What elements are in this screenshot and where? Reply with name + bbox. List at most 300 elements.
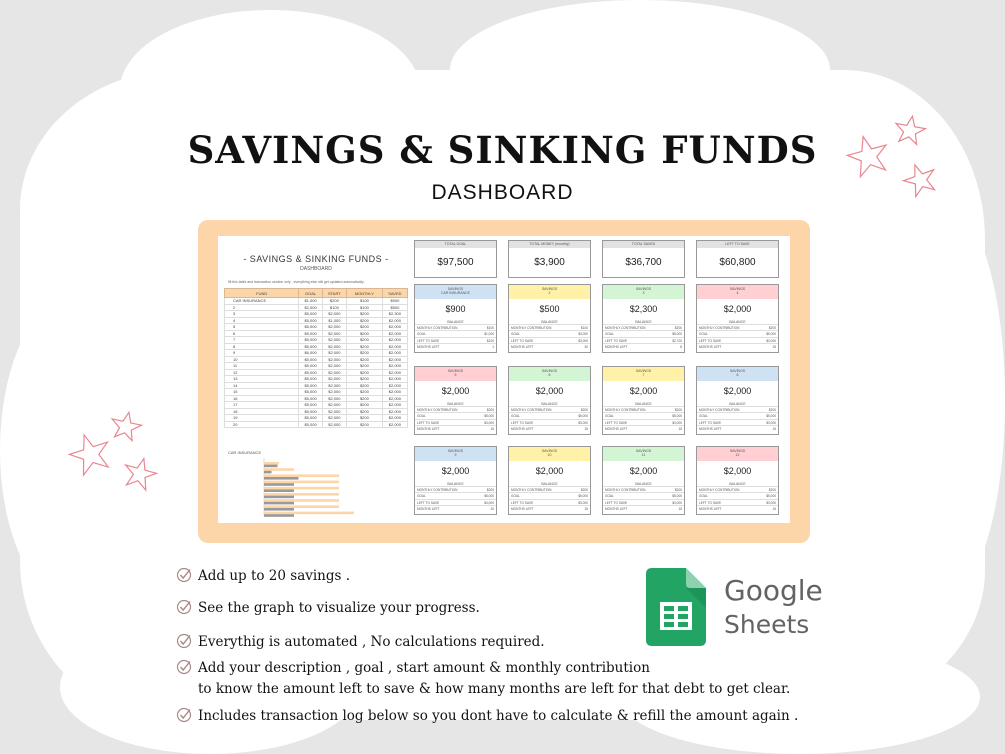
card-row [415, 505, 496, 511]
card-row-label: MONTHS LEFT [511, 344, 534, 349]
savings-card [508, 284, 591, 353]
chart-bar-saved [264, 465, 278, 468]
feature-text: Includes transaction log below so you dont have to calculate & refill the amount again . [198, 708, 799, 724]
table-cell: $200 [347, 311, 383, 318]
card-row-label: MONTHS LEFT [605, 506, 628, 511]
card-row-label: MONTHLY CONTRIBUTION [699, 326, 740, 330]
card-row-label: MONTHS LEFT [417, 344, 440, 349]
summary-box [414, 240, 497, 278]
card-balance-label: BALANCE [729, 482, 746, 486]
card-row-value: $200 [674, 408, 682, 412]
card-header [603, 447, 684, 461]
summary-label: TOTAL GOAL [415, 241, 496, 248]
card-row-label: GOAL [417, 332, 426, 337]
star-icon [121, 454, 160, 491]
card-row-value: $200 [768, 326, 776, 330]
table-cell: 12 [225, 369, 299, 376]
card-fund-name: 4 [736, 291, 739, 295]
brand-word-google: Google [724, 574, 823, 607]
card-balance-value: $2,000 [723, 386, 752, 396]
stars-decoration-left [62, 408, 172, 512]
card-row-label: MONTHLY CONTRIBUTION [511, 408, 552, 412]
table-cell: $2,000 [382, 382, 407, 389]
card-balance-label: BALANCE [635, 402, 652, 406]
card-fund-name: 2 [548, 291, 551, 295]
table-cell: $2,000 [382, 356, 407, 363]
table-cell: $200 [347, 415, 383, 422]
table-cell: $1,000 [322, 317, 346, 324]
card-header [415, 367, 496, 381]
card-row-value: $1,000 [484, 332, 494, 337]
table-cell: $2,000 [322, 330, 346, 337]
table-cell: $2,000 [322, 382, 346, 389]
table-cell: $200 [347, 408, 383, 415]
table-cell: $100 [347, 298, 383, 305]
feature-text: Everythig is automated , No calculations required. [198, 634, 545, 650]
chart-bar-saved [264, 496, 294, 499]
feature-text-line: to know the amount left to save & how many months are left for that debt to get clear. [198, 681, 791, 697]
table-cell: $200 [347, 369, 383, 376]
card-head-label: SAVINGS [447, 369, 464, 373]
card-row-value: 30 [584, 344, 588, 349]
card-row-label: MONTHLY CONTRIBUTION [605, 488, 646, 492]
check-circle-icon [176, 567, 192, 583]
summary-box [696, 240, 779, 278]
table-cell: 18 [225, 408, 299, 415]
card-header [697, 285, 778, 299]
card-row-value: $100 [486, 338, 494, 343]
table-cell: $2,000 [382, 395, 407, 402]
card-fund-name: 3 [642, 291, 645, 295]
card-row-value: 15 [584, 506, 588, 511]
card-header [415, 447, 496, 461]
table-cell: $2,000 [322, 343, 346, 350]
card-row-value: $200 [486, 488, 494, 492]
card-balance-value: $900 [445, 304, 466, 314]
table-cell: $2,000 [382, 369, 407, 376]
card-row-label: LEFT TO SAVE [511, 500, 534, 505]
table-cell: 16 [225, 395, 299, 402]
table-cell: $2,000 [322, 408, 346, 415]
card-fund-name: 11 [641, 453, 646, 457]
card-row-value: $5,000 [578, 414, 588, 419]
check-circle-icon [176, 599, 192, 615]
table-cell: $2,000 [382, 389, 407, 396]
table-header-cell: GOAL [299, 289, 322, 298]
table-cell: $2,000 [382, 402, 407, 409]
summary-value: $60,800 [719, 257, 756, 268]
card-row-value: $3,000 [484, 420, 494, 425]
summary-box [602, 240, 685, 278]
card-head-label: SAVINGS [729, 369, 746, 373]
card-row-label: GOAL [699, 494, 708, 499]
card-row-label: MONTHS LEFT [699, 426, 722, 431]
card-header [603, 367, 684, 381]
card-head-label: SAVINGS [635, 449, 652, 453]
card-row-label: LEFT TO SAVE [417, 500, 440, 505]
card-row-value: 8 [680, 344, 682, 349]
table-cell: $5,000 [299, 376, 322, 383]
card-head-label: SAVINGS [635, 287, 652, 291]
card-row-label: LEFT TO SAVE [417, 420, 440, 425]
table-cell: $2,000 [322, 363, 346, 370]
chart-bar-goal [264, 462, 279, 465]
table-cell: $200 [347, 317, 383, 324]
table-cell: 17 [225, 402, 299, 409]
card-row-label: LEFT TO SAVE [699, 338, 722, 343]
card-row-value: $200 [674, 488, 682, 492]
summary-label: TOTAL SAVED [603, 241, 684, 248]
sheet-title: - SAVINGS & SINKING FUNDS - [243, 254, 389, 264]
card-row-label: MONTHS LEFT [699, 506, 722, 511]
savings-card [602, 284, 685, 353]
card-balance-value: $500 [539, 304, 560, 314]
card-row-value: $5,000 [766, 414, 776, 419]
feature-text [198, 658, 790, 700]
table-cell: 13 [225, 376, 299, 383]
card-head-label: SAVINGS [541, 287, 558, 291]
card-balance-value: $2,300 [629, 304, 658, 314]
table-cell: $5,000 [299, 402, 322, 409]
card-fund-name: 10 [547, 453, 552, 457]
table-cell: $1,000 [299, 298, 322, 305]
card-row-value: 15 [490, 426, 494, 431]
table-cell: 9 [225, 350, 299, 357]
card-balance-value: $2,000 [723, 304, 752, 314]
table-cell: 10 [225, 356, 299, 363]
card-row-value: $6,000 [484, 494, 494, 499]
table-cell: $5,000 [299, 356, 322, 363]
chart-bar-saved [264, 502, 294, 505]
table-cell: $200 [347, 324, 383, 331]
card-row [697, 505, 778, 511]
table-cell: $2,000 [382, 350, 407, 357]
background-blob [450, 0, 830, 140]
card-row-value: $3,000 [672, 500, 682, 505]
feature-item [176, 598, 480, 619]
check-circle-icon [176, 633, 192, 649]
card-row-label: MONTHLY CONTRIBUTION [417, 326, 458, 330]
card-row-label: MONTHLY CONTRIBUTION [417, 408, 458, 412]
background-blob [880, 200, 1005, 600]
savings-card [508, 366, 591, 435]
table-cell: 6 [225, 330, 299, 337]
table-cell: $2,000 [322, 402, 346, 409]
card-row-label: MONTHS LEFT [605, 426, 628, 431]
card-row-label: GOAL [699, 414, 708, 419]
table-cell: $200 [347, 350, 383, 357]
card-header [697, 447, 778, 461]
table-cell: $200 [347, 389, 383, 396]
card-row-label: GOAL [511, 332, 520, 337]
card-balance-label: BALANCE [447, 320, 464, 324]
card-row-value: $3,000 [578, 500, 588, 505]
table-cell: $2,000 [322, 376, 346, 383]
table-header-row [225, 289, 408, 298]
table-cell: $5,000 [299, 317, 322, 324]
card-row-value: $5,000 [672, 494, 682, 499]
feature-text-line: Add your description , goal , start amount & monthly contribution [198, 660, 650, 676]
card-row-value: $200 [486, 408, 494, 412]
card-balance-label: BALANCE [635, 320, 652, 324]
table-header-cell: START [322, 289, 346, 298]
table-cell: $2,000 [382, 317, 407, 324]
table-cell: $5,000 [299, 415, 322, 422]
chart-bar-saved [264, 514, 294, 517]
progress-chart-svg [224, 448, 408, 518]
card-balance-value: $2,000 [629, 466, 658, 476]
table-cell: $5,000 [299, 337, 322, 344]
card-row [415, 343, 496, 349]
card-row-value: $5,000 [578, 494, 588, 499]
card-row-label: MONTHS LEFT [417, 506, 440, 511]
card-balance-value: $2,000 [441, 386, 470, 396]
card-fund-name: 6 [548, 373, 551, 377]
card-row-label: MONTHS LEFT [699, 344, 722, 349]
summary-box [508, 240, 591, 278]
table-cell: $100 [347, 304, 383, 311]
card-head-label: SAVINGS [541, 369, 558, 373]
table-cell: $200 [347, 356, 383, 363]
table-cell: $2,000 [382, 324, 407, 331]
table-cell: 2 [225, 304, 299, 311]
table-cell: $2,000 [322, 421, 346, 428]
chart-bar-saved [264, 471, 272, 474]
chart-bar-goal [264, 481, 339, 484]
card-row-value: $3,000 [766, 500, 776, 505]
card-row [697, 343, 778, 349]
table-cell: $2,000 [322, 356, 346, 363]
card-row-value: 15 [584, 426, 588, 431]
card-row-value: $5,000 [672, 414, 682, 419]
card-balance-label: BALANCE [541, 482, 558, 486]
savings-card [696, 446, 779, 515]
card-row-label: MONTHLY CONTRIBUTION [511, 326, 552, 330]
card-row-value: $3,000 [578, 338, 588, 343]
summary-label: LEFT TO SAVE [697, 241, 778, 248]
card-head-label: SAVINGS [541, 449, 558, 453]
sheet-note: fill this table and transaction section only , everything else will get updated automatically [228, 280, 364, 284]
card-fund-name: 7 [642, 373, 645, 377]
card-header [697, 367, 778, 381]
table-cell: $2,000 [322, 389, 346, 396]
table-cell: $2,000 [382, 363, 407, 370]
card-row-label: LEFT TO SAVE [699, 500, 722, 505]
table-cell: $5,000 [299, 330, 322, 337]
card-row-label: LEFT TO SAVE [605, 500, 628, 505]
card-balance-label: BALANCE [541, 402, 558, 406]
card-head-label: SAVINGS [729, 449, 746, 453]
table-cell: 20 [225, 421, 299, 428]
table-cell: 5 [225, 324, 299, 331]
feature-item [176, 632, 545, 653]
savings-card [602, 446, 685, 515]
savings-card [414, 366, 497, 435]
table-cell: $5,000 [299, 389, 322, 396]
card-row-value: $200 [580, 408, 588, 412]
card-row-value: 1 [492, 344, 494, 349]
table-cell: $5,000 [299, 382, 322, 389]
card-row-value: $2,700 [672, 338, 682, 343]
sheet-subtitle: DASHBOARD [300, 266, 332, 272]
table-cell: $2,000 [322, 395, 346, 402]
card-row-value: $100 [486, 326, 494, 330]
card-row [509, 425, 590, 431]
card-row [509, 505, 590, 511]
google-sheets-icon [646, 568, 706, 646]
card-balance-value: $2,000 [723, 466, 752, 476]
card-header [509, 367, 590, 381]
card-row-label: MONTHLY CONTRIBUTION [699, 408, 740, 412]
table-cell: $200 [347, 343, 383, 350]
card-row-value: 15 [772, 506, 776, 511]
table-cell: 3 [225, 311, 299, 318]
card-header [603, 285, 684, 299]
table-cell: $2,000 [299, 304, 322, 311]
table-cell: $2,000 [382, 421, 407, 428]
table-cell: $900 [382, 298, 407, 305]
table-cell: $5,000 [299, 395, 322, 402]
card-balance-label: BALANCE [447, 402, 464, 406]
card-balance-label: BALANCE [635, 482, 652, 486]
table-header-cell: FUND [225, 289, 299, 298]
table-cell: $2,000 [382, 330, 407, 337]
table-cell: $6,000 [299, 350, 322, 357]
table-cell: $2,000 [322, 350, 346, 357]
chart-bar-goal [264, 468, 294, 471]
table-cell: $200 [347, 337, 383, 344]
card-row-label: MONTHS LEFT [511, 506, 534, 511]
card-row-label: GOAL [605, 332, 614, 337]
table-cell: $5,000 [299, 421, 322, 428]
savings-card [696, 284, 779, 353]
chart-bar-goal [264, 493, 339, 496]
savings-card [414, 446, 497, 515]
chart-bar-goal [264, 474, 339, 477]
card-balance-value: $2,000 [629, 386, 658, 396]
table-cell: $2,000 [382, 337, 407, 344]
card-row-label: LEFT TO SAVE [605, 420, 628, 425]
table-cell: $200 [322, 298, 346, 305]
summary-value: $3,900 [534, 257, 565, 268]
table-cell: $2,000 [382, 415, 407, 422]
card-row [415, 425, 496, 431]
card-row-value: 15 [678, 506, 682, 511]
table-cell: $5,000 [299, 343, 322, 350]
card-row-label: GOAL [511, 414, 520, 419]
card-row-label: MONTHLY CONTRIBUTION [605, 326, 646, 330]
check-circle-icon [176, 707, 192, 723]
feature-item [176, 566, 350, 587]
card-fund-name: 9 [454, 453, 457, 457]
table-cell: $200 [347, 330, 383, 337]
feature-text: See the graph to visualize your progress. [198, 600, 480, 616]
card-row-value: $5,000 [766, 332, 776, 337]
table-cell: CAR INSURANCE [225, 298, 299, 305]
card-row-label: LEFT TO SAVE [699, 420, 722, 425]
table-cell: $5,000 [299, 369, 322, 376]
table-cell: $2,000 [322, 337, 346, 344]
card-row [509, 343, 590, 349]
card-row-label: GOAL [511, 494, 520, 499]
table-cell: $2,000 [322, 369, 346, 376]
table-header-cell: SAVED [382, 289, 407, 298]
feature-item [176, 658, 790, 700]
table-cell: $5,000 [299, 408, 322, 415]
card-row-value: $4,000 [484, 500, 494, 505]
savings-card [602, 366, 685, 435]
card-balance-value: $2,000 [535, 386, 564, 396]
table-cell: $200 [347, 363, 383, 370]
summary-value: $36,700 [625, 257, 662, 268]
chart-bar-goal [264, 512, 354, 515]
card-row-value: $3,000 [766, 420, 776, 425]
card-row-label: MONTHS LEFT [511, 426, 534, 431]
card-balance-label: BALANCE [541, 320, 558, 324]
card-balance-value: $2,000 [441, 466, 470, 476]
card-row-label: LEFT TO SAVE [417, 338, 440, 343]
table-cell: $2,000 [322, 324, 346, 331]
card-row-label: LEFT TO SAVE [605, 338, 628, 343]
table-row [225, 421, 408, 428]
savings-card [414, 284, 497, 353]
table-cell: $5,000 [299, 311, 322, 318]
page-title: SAVINGS & SINKING FUNDS [187, 128, 818, 172]
card-head-label: SAVINGS [447, 287, 464, 291]
card-head-label: SAVINGS [447, 449, 464, 453]
card-row-value: $3,000 [766, 338, 776, 343]
table-cell: $200 [347, 395, 383, 402]
card-row-label: MONTHLY CONTRIBUTION [417, 488, 458, 492]
card-row [603, 505, 684, 511]
table-cell: $2,000 [322, 311, 346, 318]
feature-text: Add up to 20 savings . [198, 568, 351, 584]
table-cell: $2,000 [382, 376, 407, 383]
card-row-value: $5,000 [672, 332, 682, 337]
chart-label: CAR INSURANCE [228, 450, 262, 455]
table-cell: $500 [382, 304, 407, 311]
card-row-value: $200 [768, 488, 776, 492]
card-row-label: MONTHLY CONTRIBUTION [699, 488, 740, 492]
table-cell: $200 [347, 402, 383, 409]
card-row-value: $5,000 [484, 414, 494, 419]
feature-item [176, 706, 798, 727]
page-subtitle: DASHBOARD [431, 181, 574, 204]
card-row-label: MONTHS LEFT [417, 426, 440, 431]
check-circle-icon [176, 659, 192, 675]
card-fund-name: CAR INSURANCE [441, 291, 470, 295]
table-body [225, 298, 408, 428]
chart-bar-goal [264, 487, 339, 490]
summary-label: TOTAL MONEY (monthly) [509, 241, 590, 248]
card-row-label: GOAL [605, 494, 614, 499]
card-row-value: $200 [580, 488, 588, 492]
progress-chart [224, 448, 408, 518]
card-balance-label: BALANCE [447, 482, 464, 486]
table-cell: $2,300 [382, 311, 407, 318]
dashboard-preview-sheet [218, 236, 790, 523]
card-row-value: 15 [772, 426, 776, 431]
card-row-label: GOAL [699, 332, 708, 337]
card-row [603, 343, 684, 349]
card-row-value: $200 [768, 408, 776, 412]
table-cell: 11 [225, 363, 299, 370]
savings-card [508, 446, 591, 515]
star-icon [65, 429, 115, 478]
card-header [509, 285, 590, 299]
card-row-label: LEFT TO SAVE [511, 338, 534, 343]
card-row-label: MONTHLY CONTRIBUTION [605, 408, 646, 412]
